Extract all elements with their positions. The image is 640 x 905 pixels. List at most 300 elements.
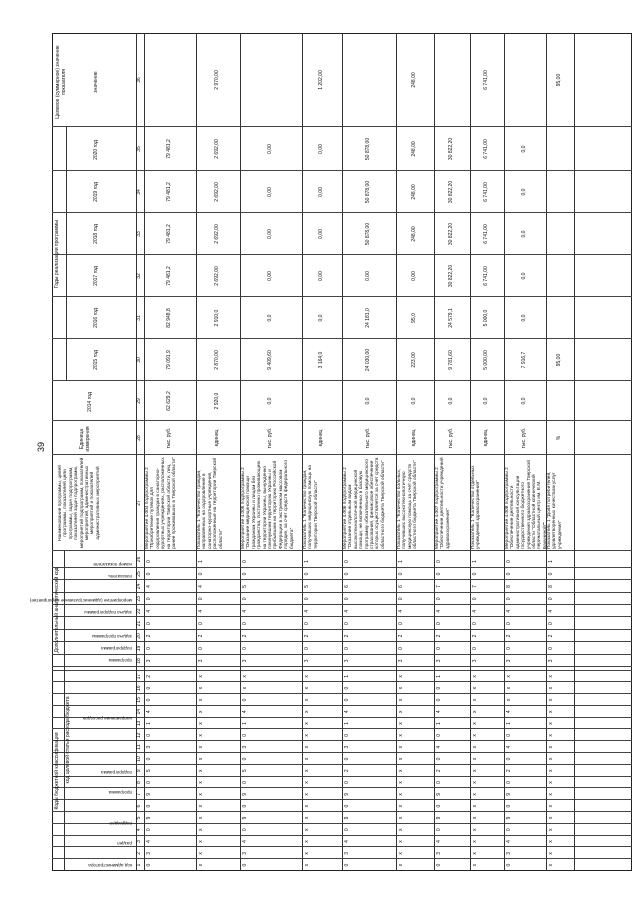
row-2014-value: 0,0 (521, 397, 527, 405)
code-cell: 9 (436, 792, 442, 796)
analytic-code-cell: 1 (398, 560, 404, 564)
header-an-number: номер показателя (93, 562, 132, 567)
analytic-code-cell: 0 (548, 622, 554, 626)
code-cell: 0 (242, 828, 248, 832)
analytic-code-cell: 4 (242, 609, 248, 613)
header-an-task-subprogram: задача подпрограммы (84, 610, 132, 615)
analytic-code-cell: 3 (506, 659, 512, 663)
code-cell: x (398, 757, 404, 761)
row-year-value: 79 481,2 (166, 266, 172, 286)
analytic-code-cell: 1 (304, 560, 310, 564)
row-2014-value (319, 381, 326, 421)
code-cell: x (398, 675, 404, 678)
row-year-value: 6 741,00 (483, 224, 489, 244)
row-year-value: 6 741,00 (483, 266, 489, 286)
row-year-value: 6 741,00 (483, 182, 489, 202)
code-cell: 4 (506, 840, 512, 843)
code-cell: 0 (344, 781, 350, 784)
code-cell: 0 (436, 804, 442, 808)
analytic-code-cell: 2 (472, 634, 478, 638)
code-cell: x (198, 769, 204, 772)
analytic-code-cell: 0 (472, 597, 478, 601)
code-cell: 0 (242, 733, 248, 737)
row-year-value: 82 948,8 (166, 308, 172, 328)
analytic-code-cell: 3 (198, 659, 204, 663)
header-target-group: Целевое (суммарное) значение показателя (55, 45, 67, 119)
column-number: 26 (136, 556, 142, 563)
analytic-code-cell: 4 (436, 609, 442, 613)
code-cell: 0 (344, 686, 350, 690)
code-cell: 0 (506, 863, 512, 867)
row-year-value: 9 409,60 (267, 350, 273, 370)
code-cell: x (198, 816, 204, 820)
header-2017: 2017 год (93, 266, 99, 286)
header-program: программа (108, 790, 132, 795)
code-cell: 0 (506, 757, 512, 761)
analytic-code-cell: 0 (436, 560, 442, 564)
code-cell: x (472, 769, 478, 772)
column-number: 33 (136, 231, 142, 237)
code-cell: 0 (146, 733, 152, 737)
analytic-code-cell: 2 (506, 634, 512, 638)
analytic-code-cell: 6 (344, 585, 350, 588)
code-cell: 0 (344, 863, 350, 867)
row-year-value (557, 127, 564, 171)
code-cell: x (398, 804, 404, 808)
analytic-code-cell: 0 (472, 622, 478, 626)
row-year-value: 24 579,1 (448, 308, 454, 328)
analytic-code-cell: 0 (146, 597, 152, 601)
header-2019: 2019 год (93, 182, 99, 202)
grid-hline (66, 127, 67, 381)
code-cell: x (472, 828, 478, 831)
code-cell: x (198, 745, 204, 749)
code-cell: x (548, 675, 554, 678)
analytic-code-cell: 4 (398, 609, 404, 613)
code-cell: x (304, 781, 310, 784)
analytic-code-cell: 0 (506, 560, 512, 564)
row-2014-value (557, 381, 564, 421)
code-cell: 4 (436, 840, 442, 843)
row-year-value: 0,00 (267, 271, 273, 281)
code-cell: 0 (146, 863, 152, 867)
analytic-code-cell: 4 (344, 609, 350, 613)
code-cell: x (242, 675, 248, 678)
code-cell: 0 (344, 698, 350, 702)
code-cell: x (548, 793, 554, 796)
code-cell: 0 (506, 781, 512, 784)
row-target-value: 2 970,00 (214, 70, 220, 90)
analytic-code-cell: 0 (146, 572, 152, 576)
analytic-code-cell: 0 (436, 572, 442, 576)
column-number: 6 (136, 804, 142, 808)
column-number: 8 (136, 781, 142, 784)
code-cell: 3 (344, 745, 350, 749)
row-year-value: 0,0 (267, 314, 273, 322)
code-cell: x (198, 793, 204, 796)
code-cell: x (506, 675, 512, 678)
row-year-value: 0,00 (318, 229, 324, 239)
code-cell: 4 (242, 710, 248, 714)
code-cell: x (506, 686, 512, 690)
row-name: Показатель 1 "Количество граждан, направленных на оздоровление в санаторно-курортные учреждения, расположенные на территории Тверской области" (197, 457, 224, 549)
code-cell: x (398, 734, 404, 737)
column-number: 20 (136, 633, 142, 639)
code-cell: 0 (146, 804, 152, 808)
row-year-value: 0,00 (411, 271, 417, 281)
column-number: 14 (136, 708, 142, 715)
analytic-code-cell: 1 (472, 560, 478, 564)
header-years-group: Годы реализации программы (54, 219, 60, 289)
analytic-code-cell: 0 (242, 647, 248, 650)
analytic-code-cell: 0 (506, 597, 512, 601)
code-cell: 0 (242, 863, 248, 867)
row-2014-value: 0,0 (448, 397, 454, 405)
code-cell: 1 (344, 722, 350, 725)
code-cell: x (472, 686, 478, 690)
header-analytic-group: Дополнительный аналитический код (54, 567, 60, 653)
analytic-code-cell: 3 (304, 659, 310, 663)
row-2014-value: 0,0 (483, 397, 489, 405)
row-year-value: 6 741,00 (483, 139, 489, 159)
column-number: 27 (136, 500, 142, 506)
row-2014-value: 62 629,2 (166, 391, 172, 411)
column-number: 5 (136, 816, 142, 820)
row-name: Мероприятие 4.008 подпрограммы 2 "Обеспечение деятельности административной консультации государственного бюджетного учреждения здравоохранения Тверской области "Областной клинический перинатальный центр им. Е.М. Бакуниной"" (505, 460, 548, 549)
code-cell: x (198, 852, 204, 855)
code-cell: 0 (506, 804, 512, 808)
row-name: Показатель 1 "Количество отдельных учреждений здравоохранения" (471, 465, 482, 549)
row-name: Мероприятие 4.006 подпрограммы 2 "Оказание отдельным видам высокотехнологичной медицинской помощи, не включенных в базовую программу обязательного медицинского страхования, финансовое обеспечение которых осуществляется за счет средств областного бюджета Тверской области" (343, 457, 386, 549)
row-target-value: 95,00 (556, 73, 562, 87)
code-cell: x (304, 745, 310, 749)
analytic-code-cell: 0 (548, 572, 554, 576)
column-number: 34 (136, 189, 142, 195)
analytic-code-cell: 0 (344, 560, 350, 564)
row-year-value: 3 164,0 (318, 351, 324, 369)
analytic-code-cell: 1 (548, 560, 554, 564)
row-year-value: 0,00 (267, 144, 273, 154)
analytic-code-cell: 3 (398, 659, 404, 663)
code-cell: x (548, 686, 554, 690)
analytic-code-cell: 7 (472, 585, 478, 588)
row-year-value: 0,00 (365, 271, 371, 281)
analytic-code-cell: 0 (304, 572, 310, 576)
row-year-value: 0,0 (521, 145, 527, 153)
code-cell: 0 (436, 781, 442, 784)
row-year-value: 30 822,20 (448, 137, 454, 161)
header-an-measure: мероприятие (административное мероприятие) (29, 598, 132, 603)
code-cell: x (198, 781, 204, 784)
row-divider (546, 33, 547, 871)
code-cell: x (548, 769, 554, 772)
row-year-value: 223,00 (411, 352, 417, 368)
code-cell: x (548, 722, 554, 725)
code-cell: x (472, 722, 478, 725)
column-number: 15 (136, 697, 142, 703)
code-cell: 4 (436, 710, 442, 714)
code-cell: x (472, 745, 478, 749)
code-cell: 4 (436, 745, 442, 749)
column-number: 35 (136, 146, 142, 152)
analytic-code-cell: 0 (146, 647, 152, 650)
header-unit: Единица измерения (79, 426, 91, 452)
analytic-code-cell: 3 (548, 659, 554, 663)
code-cell: 0 (242, 781, 248, 784)
code-cell: 2 (506, 769, 512, 773)
code-cell: x (198, 686, 204, 690)
code-cell: 1 (436, 674, 442, 678)
row-year-value: 248,00 (411, 141, 417, 157)
code-cell: 0 (344, 757, 350, 761)
row-year-value: 50 878,00 (365, 137, 371, 161)
code-cell: 9 (146, 816, 152, 820)
code-cell: 5 (146, 769, 152, 773)
column-number: 21 (136, 620, 142, 627)
row-year-value: 30 822,20 (448, 180, 454, 204)
analytic-code-cell: 0 (198, 597, 204, 601)
code-cell: x (472, 863, 478, 867)
code-cell: 0 (344, 828, 350, 832)
analytic-code-cell: 0 (242, 572, 248, 576)
analytic-code-cell: 5 (304, 585, 310, 588)
code-cell: 0 (436, 686, 442, 690)
code-cell: 1 (436, 722, 442, 725)
code-cell: 4 (242, 840, 248, 843)
row-divider (574, 33, 575, 871)
row-name: Мероприятие 4.005 подпрограммы 2 "Оказание медицинской помощи гражданам Украины и лицам без гражданства, постоянно проживающим на территории Украины, вынужденно покинувшим территорию Украины и прибывшим на территорию Российской Федерации в экстренном массовом порядке, за счет средств федерального бюджета" (241, 460, 295, 549)
row-year-value: 0,00 (267, 229, 273, 239)
code-cell: x (304, 722, 310, 725)
row-year-value: 79 481,2 (166, 139, 172, 159)
code-cell: x (548, 804, 554, 808)
analytic-code-cell: 0 (436, 597, 442, 601)
analytic-code-cell: 4 (198, 585, 204, 588)
row-year-value: 2 692,00 (214, 139, 220, 159)
code-cell: x (548, 816, 554, 820)
column-number: 16 (136, 685, 142, 691)
column-number: 1 (136, 863, 142, 867)
code-cell: 0 (242, 804, 248, 808)
column-number: 29 (136, 398, 142, 404)
row-year-value: 79 481,2 (166, 182, 172, 202)
row-divider (342, 33, 343, 871)
code-cell: 0 (506, 733, 512, 737)
code-cell: 9 (506, 792, 512, 796)
code-cell: x (304, 804, 310, 808)
header-an-indicator: показатель (108, 574, 132, 579)
analytic-code-cell: 3 (344, 659, 350, 663)
analytic-code-cell: 2 (242, 634, 248, 638)
code-cell: x (472, 698, 478, 702)
analytic-code-cell: 0 (198, 572, 204, 576)
analytic-code-cell: 1 (198, 560, 204, 564)
row-year-value: 50 878,00 (365, 180, 371, 204)
row-year-value: 0,0 (521, 188, 527, 196)
code-cell: 3 (242, 851, 248, 855)
code-cell: x (472, 804, 478, 808)
code-cell: 4 (344, 710, 350, 714)
row-unit: тыс. руб. (521, 427, 527, 449)
column-number: 2 (136, 851, 142, 855)
row-year-value: 9 781,60 (448, 350, 454, 370)
row-name: Показатель 1 "Доля потребителей, удовлетворенных качеством услуг учреждения" (547, 471, 563, 549)
code-cell: x (304, 734, 310, 737)
analytic-code-cell: 0 (472, 647, 478, 650)
code-cell: x (472, 840, 478, 843)
row-year-value (557, 297, 564, 339)
analytic-code-cell: 0 (398, 572, 404, 576)
code-cell: x (472, 852, 478, 855)
code-cell: x (548, 698, 554, 702)
row-divider (434, 33, 435, 871)
row-name: Мероприятие 4.007 подпрограммы 2 "Обеспечение деятельности учреждений здравоохранения" (435, 457, 451, 549)
code-cell: 2 (146, 674, 152, 678)
column-number: 18 (136, 658, 142, 664)
code-cell: 0 (436, 863, 442, 867)
analytic-code-cell: 4 (146, 609, 152, 613)
analytic-code-cell: 0 (398, 597, 404, 601)
row-year-value: 2 692,00 (214, 182, 220, 202)
code-cell: 0 (146, 757, 152, 761)
column-number: 7 (136, 792, 142, 796)
row-year-value: 95,0 (411, 313, 417, 323)
analytic-code-cell: 2 (344, 634, 350, 638)
code-cell: x (398, 686, 404, 690)
code-cell: x (304, 840, 310, 843)
row-name: Показатель 1 "Количество граждан, получивших медицинскую помощь на территории Тверской области" (303, 465, 319, 549)
row-year-value: 79 091,9 (166, 350, 172, 370)
code-cell: x (548, 828, 554, 831)
analytic-code-cell: 8 (548, 585, 554, 588)
column-number: 32 (136, 273, 142, 279)
code-cell: 9 (344, 792, 350, 796)
code-cell: x (548, 781, 554, 784)
grid-hline (144, 33, 145, 871)
analytic-code-cell: 2 (198, 634, 204, 638)
header-admin-code: код администратора (88, 863, 132, 868)
analytic-code-cell: 0 (198, 622, 204, 626)
row-unit: единиц (214, 429, 220, 447)
analytic-code-cell: 2 (398, 634, 404, 638)
analytic-code-cell: 0 (506, 572, 512, 576)
column-number: 24 (136, 583, 142, 590)
row-year-value: 0,0 (521, 314, 527, 322)
column-number: 30 (136, 357, 142, 363)
analytic-code-cell: 3 (242, 659, 248, 663)
code-cell: x (398, 828, 404, 831)
code-cell: x (304, 710, 310, 713)
row-unit: тыс. руб. (365, 427, 371, 449)
code-cell: 0 (436, 828, 442, 832)
analytic-code-cell: 0 (344, 622, 350, 626)
row-divider (302, 33, 303, 871)
code-cell: x (304, 675, 310, 678)
code-cell: x (472, 781, 478, 784)
analytic-code-cell: 3 (436, 659, 442, 663)
row-target-value: 1 202,00 (318, 70, 324, 90)
column-number: 3 (136, 840, 142, 843)
analytic-code-cell: 2 (548, 634, 554, 638)
row-target-value (167, 33, 174, 127)
analytic-code-cell: 0 (304, 597, 310, 601)
row-target-value: 6 741,00 (483, 70, 489, 90)
code-cell: x (304, 793, 310, 796)
header-an-subprogram: подпрограмма (101, 646, 132, 651)
row-year-value: 2 910,0 (214, 309, 220, 327)
header-subprogram: подпрограмма (101, 770, 132, 775)
row-year-value: 24 181,0 (365, 308, 371, 328)
code-cell: x (304, 816, 310, 820)
row-2014-value: 0,0 (267, 397, 273, 405)
row-2014-value: 0,0 (411, 397, 417, 405)
code-cell: 0 (436, 757, 442, 761)
code-cell: 4 (146, 840, 152, 843)
code-cell: x (304, 757, 310, 761)
code-cell: 3 (344, 851, 350, 855)
column-number: 12 (136, 732, 142, 739)
header-target-value: значение (93, 71, 99, 93)
row-year-value: 79 481,2 (166, 224, 172, 244)
row-target-value (268, 33, 275, 127)
row-target-value (366, 33, 373, 127)
code-cell: 3 (242, 745, 248, 749)
header-subsection: подраздел (109, 821, 132, 826)
row-year-value (557, 213, 564, 255)
column-number: 4 (136, 828, 142, 832)
code-cell: x (398, 698, 404, 702)
analytic-code-cell: 0 (436, 622, 442, 626)
row-2014-value: 0,0 (365, 397, 371, 405)
analytic-code-cell: 4 (548, 609, 554, 613)
analytic-code-cell: 4 (506, 609, 512, 613)
code-cell: 0 (436, 733, 442, 737)
header-2014: 2014 год (87, 392, 93, 412)
row-year-value: 0,00 (318, 187, 324, 197)
row-year-value: 30 822,20 (448, 264, 454, 288)
code-cell: 1 (146, 722, 152, 725)
analytic-code-cell: 0 (506, 647, 512, 650)
analytic-code-cell: 8 (506, 585, 512, 588)
header-2016: 2016 год (93, 308, 99, 328)
code-cell: x (506, 698, 512, 702)
row-unit: единиц (318, 429, 324, 447)
code-cell: 9 (146, 792, 152, 796)
analytic-code-cell: 0 (436, 647, 442, 650)
code-cell: 4 (506, 745, 512, 749)
column-number: 28 (136, 435, 142, 441)
row-unit: % (556, 435, 562, 441)
code-cell: x (304, 863, 310, 867)
row-year-value: 0,0 (521, 230, 527, 238)
analytic-code-cell: 0 (548, 647, 554, 650)
row-year-value: 0,0 (521, 272, 527, 280)
code-cell: 2 (436, 769, 442, 773)
code-cell: x (548, 710, 554, 713)
analytic-code-cell: 0 (304, 622, 310, 626)
code-cell: 0 (242, 757, 248, 761)
code-cell: 1 (242, 722, 248, 725)
analytic-code-cell: 0 (242, 597, 248, 601)
code-cell: 9 (506, 816, 512, 820)
code-cell: 5 (242, 769, 248, 773)
code-cell: x (198, 722, 204, 725)
row-divider (470, 33, 471, 871)
code-cell: 4 (344, 840, 350, 843)
row-divider (196, 33, 197, 871)
code-cell: x (398, 793, 404, 796)
row-year-value: 248,00 (411, 226, 417, 242)
